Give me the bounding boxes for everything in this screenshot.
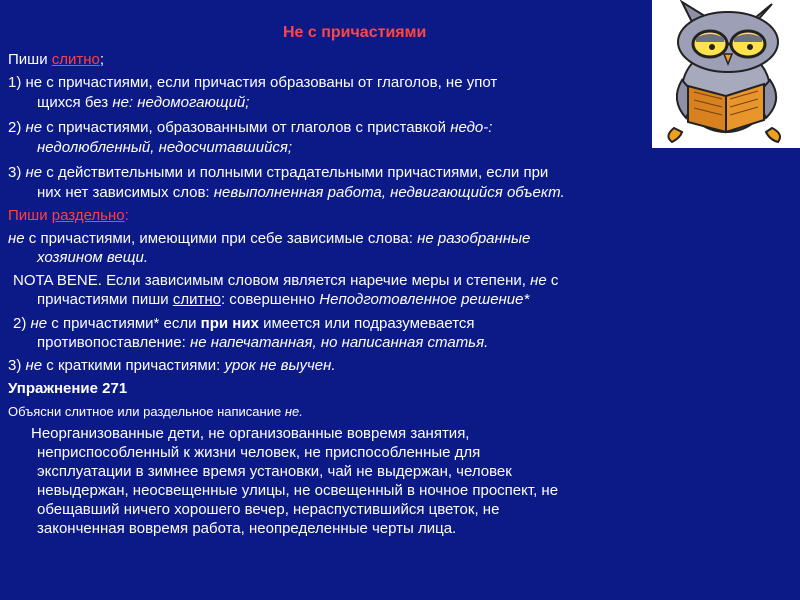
rule2-ne: не (25, 119, 43, 136)
sep2-line1 (13, 315, 475, 332)
sep2-line2-italic: не напечатанная, но написанная статья. (189, 334, 489, 351)
rule3-line2-italic: невыполненная работа, недвигающийся объект. (213, 184, 565, 201)
exercise-text-line: обещавший ничего хорошего вечер, нераспустившийся цветок, не (37, 501, 500, 518)
rule1-line2 (37, 94, 249, 111)
rule1-line2-italic: не: недомогающий; (112, 94, 250, 111)
owl-icon (652, 0, 800, 148)
exercise-text-line: неприспособленный к жизни человек, не приспособленные для (37, 444, 481, 461)
sep2-num: 2) (13, 315, 31, 332)
write-separate-heading (8, 207, 129, 224)
exercise-text-line: эксплуатации в зимнее время установки, чай не выдержан, человек (37, 463, 512, 480)
rule3-line2-plain: них нет зависимых слов: (37, 184, 214, 201)
write-together-heading (8, 51, 104, 68)
nota-line2-underlined: слитно (172, 291, 221, 308)
rule3-line1-plain: с действительными и полными страдательными причастиями, если при (42, 164, 549, 181)
write-together-prefix: Пиши (8, 51, 52, 68)
exercise-task-plain: Объясни слитное или раздельное написание (8, 404, 285, 419)
rule2-line1-italic: недо-: (450, 119, 493, 136)
slide-title: Не с причастиями (283, 24, 427, 41)
write-separate-prefix: Пиши (8, 207, 52, 224)
sep2-line1-a: с причастиями* если (47, 315, 201, 332)
sep-rule-line1 (8, 230, 530, 247)
exercise-title: Упражнение 271 (8, 380, 128, 397)
owl-reading-book-image (652, 0, 800, 148)
sep2-line1-bold: при них (200, 315, 259, 332)
sep3-ne: не (25, 357, 43, 374)
write-separate-word: раздельно (51, 207, 125, 224)
nota-line2-a: причастиями пиши (37, 291, 173, 308)
rule1-line2-plain: щихся без (37, 94, 113, 111)
rule3-line2 (37, 184, 565, 201)
nota-line1-end: с (546, 272, 559, 289)
exercise-text-line: невыдержан, неосвещенные улицы, не освещенный в ночное проспект, не (37, 482, 559, 499)
rule3-ne: не (25, 164, 43, 181)
sep-rule-line1-plain: с причастиями, имеющими при себе зависимые слова: (24, 230, 418, 247)
nota-line2-b: : совершенно (220, 291, 320, 308)
exercise-text-line: Неорганизованные дети, не организованные вовремя занятия, (31, 425, 470, 442)
write-together-suffix: ; (99, 51, 105, 68)
nota-line1 (13, 272, 558, 289)
write-together-word: слитно (51, 51, 100, 68)
rule2-num: 2) (8, 119, 26, 136)
rule3-num: 3) (8, 164, 26, 181)
nota-line2-italic: Неподготовленное решение* (319, 291, 530, 308)
nota-line1-plain: NOTA BENE. Если зависимым словом является наречие меры и степени, (13, 272, 531, 289)
nota-line2 (37, 291, 529, 308)
sep2-line1-b: имеется или подразумевается (258, 315, 475, 332)
rule1-line1: 1) не с причастиями, если причастия образованы от глаголов, не упот (8, 74, 498, 91)
exercise-text-line: законченная вовремя работа, неопределенные черты лица. (37, 520, 457, 537)
exercise-task (8, 403, 303, 420)
exercise-task-italic: не. (284, 404, 303, 419)
rule2-line1 (8, 119, 492, 136)
sep2-line2-plain: противопоставление: (37, 334, 190, 351)
rule2-line2: недолюбленный, недосчитавшийся; (37, 139, 293, 156)
write-separate-suffix: : (124, 207, 129, 224)
rule3-line1 (8, 164, 548, 181)
sep3-line (8, 357, 336, 374)
sep3-num: 3) (8, 357, 26, 374)
sep2-line2 (37, 334, 488, 351)
rule2-line1-plain: с причастиями, образованными от глаголов с приставкой (42, 119, 451, 136)
sep3-plain: с краткими причастиями: (42, 357, 225, 374)
sep2-ne: не (30, 315, 48, 332)
nota-line1-italic: не (530, 272, 547, 289)
sep3-italic: урок не выучен. (224, 357, 336, 374)
sep-rule-ne: не (8, 230, 25, 247)
sep-rule-line2: хозяином вещи. (37, 249, 148, 266)
sep-rule-line1-italic: не разобранные (417, 230, 531, 247)
